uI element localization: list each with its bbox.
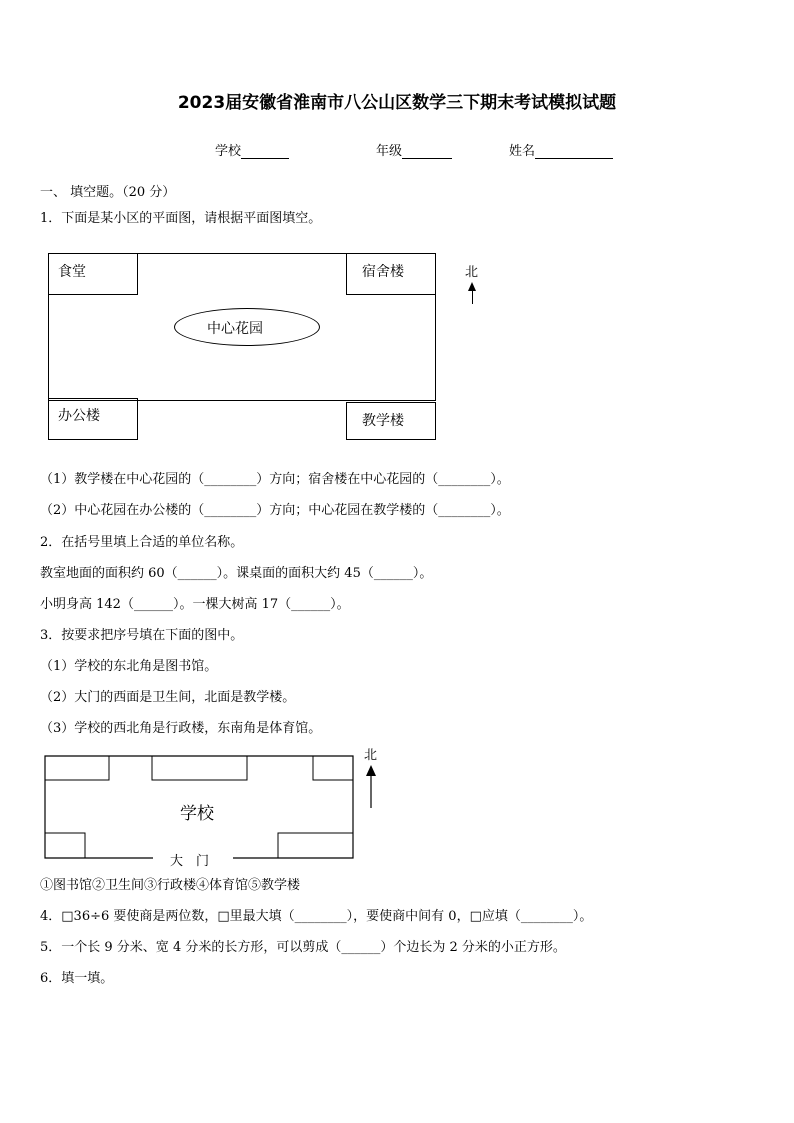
section-heading: 一、 填空题。（20 分）: [40, 185, 176, 200]
dorm-label: 宿舍楼: [362, 264, 404, 280]
question-3-part-3: （3）学校的西北角是行政楼，东南角是体育馆。: [40, 721, 322, 736]
question-6: 6．填一填。: [40, 971, 114, 986]
question-1-part-1: （1）教学楼在中心花园的（________）方向；宿舍楼在中心花园的（________）。: [40, 472, 510, 487]
canteen-label: 食堂: [58, 264, 86, 280]
school-label: 学校: [215, 144, 242, 159]
question-5: 5．一个长 9 分米、宽 4 分米的长方形，可以剪成（______）个边长为 2 分米的小正方形。: [40, 940, 566, 955]
teaching-label: 教学楼: [362, 413, 404, 429]
question-3-part-1: （1）学校的东北角是图书馆。: [40, 659, 218, 674]
question-2-line-2: 小明身高 142（______）。一棵大树高 17（______）。: [40, 597, 350, 612]
school-north-label: 北: [364, 748, 378, 763]
question-4: 4．□36÷6 要使商是两位数，□里最大填（________），要使商中间有 0，□应填（________）。: [40, 909, 593, 924]
garden-label: 中心花园: [207, 321, 263, 337]
question-3-part-2: （2）大门的西面是卫生间，北面是教学楼。: [40, 690, 296, 705]
question-3: 3．按要求把序号填在下面的图中。: [40, 628, 244, 643]
name-label: 姓名: [509, 144, 536, 159]
question-2: 2．在括号里填上合适的单位名称。: [40, 535, 244, 550]
question-1: 1．下面是某小区的平面图，请根据平面图填空。: [40, 211, 322, 226]
grade-label: 年级: [376, 144, 403, 159]
question-1-part-2: （2）中心花园在办公楼的（________）方向；中心花园在教学楼的（________）。: [40, 503, 510, 518]
gate-label: 大 门: [170, 854, 210, 869]
school-label: 学校: [180, 804, 214, 824]
legend: ①图书馆②卫生间③行政楼④体育馆⑤教学楼: [40, 878, 301, 893]
office-label: 办公楼: [58, 408, 100, 424]
question-2-line-1: 教室地面的面积约 60（______）。课桌面的面积大约 45（______）。: [40, 566, 433, 581]
north-label: 北: [465, 265, 479, 280]
page-title: 2023届安徽省淮南市八公山区数学三下期末考试模拟试题: [177, 93, 617, 113]
